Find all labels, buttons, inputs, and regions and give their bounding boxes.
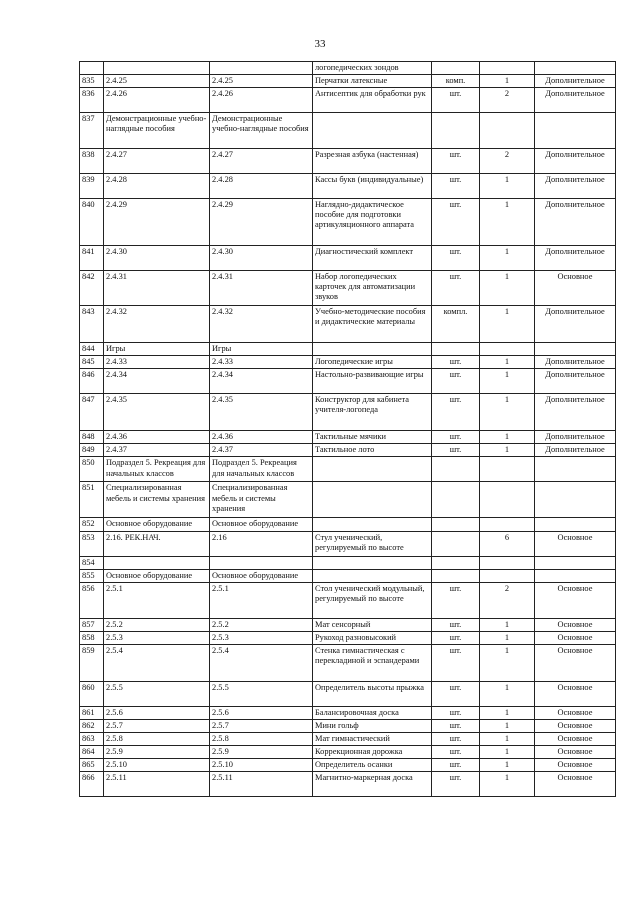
- quantity-cell: 2: [480, 88, 535, 113]
- item-name-cell: Учебно-методические пособия и дидактические материалы: [313, 306, 432, 343]
- equipment-type-cell: [535, 569, 616, 582]
- section-code-cell: Подраздел 5. Рекреация для начальных классов: [104, 457, 210, 482]
- unit-of-measure-cell: шт.: [432, 618, 480, 631]
- table-row: [80, 369, 616, 394]
- item-name-cell: Кассы букв (индивидуальные): [313, 174, 432, 199]
- row-number-cell: 853: [80, 531, 104, 556]
- table-row: [80, 306, 616, 343]
- equipment-type-cell: Дополнительное: [535, 199, 616, 246]
- section-code-cell: 2.5.6: [104, 706, 210, 719]
- section-code-cell: 2.5.8: [104, 733, 210, 746]
- table-row: [80, 343, 616, 356]
- row-number-cell: 849: [80, 444, 104, 457]
- quantity-cell: [480, 556, 535, 569]
- unit-of-measure-cell: шт.: [432, 644, 480, 681]
- equipment-type-cell: Основное: [535, 271, 616, 306]
- unit-of-measure-cell: шт.: [432, 246, 480, 271]
- row-number-cell: 863: [80, 733, 104, 746]
- section-code-cell: 2.5.2: [104, 618, 210, 631]
- item-name-cell: Антисептик для обработки рук: [313, 88, 432, 113]
- unit-of-measure-cell: [432, 482, 480, 518]
- row-number-cell: 860: [80, 681, 104, 706]
- equipment-type-cell: Дополнительное: [535, 174, 616, 199]
- quantity-cell: 1: [480, 733, 535, 746]
- equipment-type-cell: Дополнительное: [535, 149, 616, 174]
- unit-of-measure-cell: шт.: [432, 431, 480, 444]
- unit-of-measure-cell: шт.: [432, 88, 480, 113]
- quantity-cell: 1: [480, 271, 535, 306]
- item-name-cell: логопедических зондов: [313, 62, 432, 75]
- standard-code-cell: 2.5.1: [210, 582, 313, 618]
- item-name-cell: Конструктор для кабинета учителя-логопеда: [313, 394, 432, 431]
- section-code-cell: Основное оборудование: [104, 518, 210, 531]
- item-name-cell: Магнитно-маркерная доска: [313, 772, 432, 797]
- item-name-cell: Тактильное лото: [313, 444, 432, 457]
- table-row: [80, 457, 616, 482]
- row-number-cell: 862: [80, 719, 104, 732]
- section-code-cell: 2.4.28: [104, 174, 210, 199]
- row-number-cell: 841: [80, 246, 104, 271]
- table-row: [80, 482, 616, 518]
- table-row: [80, 246, 616, 271]
- table-row: [80, 531, 616, 556]
- unit-of-measure-cell: шт.: [432, 174, 480, 199]
- unit-of-measure-cell: шт.: [432, 681, 480, 706]
- equipment-type-cell: Основное: [535, 631, 616, 644]
- item-name-cell: [313, 113, 432, 149]
- table-row: [80, 174, 616, 199]
- quantity-cell: 1: [480, 706, 535, 719]
- quantity-cell: 1: [480, 431, 535, 444]
- quantity-cell: 1: [480, 618, 535, 631]
- table-row: [80, 772, 616, 797]
- standard-code-cell: 2.4.28: [210, 174, 313, 199]
- section-code-cell: 2.4.37: [104, 444, 210, 457]
- standard-code-cell: Подраздел 5. Рекреация для начальных классов: [210, 457, 313, 482]
- equipment-type-cell: [535, 343, 616, 356]
- item-name-cell: Рукоход разновысокий: [313, 631, 432, 644]
- row-number-cell: 848: [80, 431, 104, 444]
- standard-code-cell: 2.4.32: [210, 306, 313, 343]
- quantity-cell: [480, 482, 535, 518]
- equipment-type-cell: [535, 457, 616, 482]
- standard-code-cell: 2.4.27: [210, 149, 313, 174]
- quantity-cell: [480, 457, 535, 482]
- equipment-type-cell: [535, 482, 616, 518]
- standard-code-cell: 2.5.3: [210, 631, 313, 644]
- item-name-cell: Стол ученический модульный, регулируемый по высоте: [313, 582, 432, 618]
- section-code-cell: 2.4.35: [104, 394, 210, 431]
- row-number-cell: 856: [80, 582, 104, 618]
- standard-code-cell: Демонстрационные учебно-наглядные пособия: [210, 113, 313, 149]
- equipment-type-cell: Дополнительное: [535, 356, 616, 369]
- table-row: [80, 569, 616, 582]
- unit-of-measure-cell: [432, 113, 480, 149]
- table-row: [80, 733, 616, 746]
- table-row: [80, 759, 616, 772]
- row-number-cell: 857: [80, 618, 104, 631]
- unit-of-measure-cell: шт.: [432, 746, 480, 759]
- item-name-cell: Разрезная азбука (настенная): [313, 149, 432, 174]
- table-row: [80, 62, 616, 75]
- item-name-cell: Логопедические игры: [313, 356, 432, 369]
- unit-of-measure-cell: шт.: [432, 759, 480, 772]
- section-code-cell: 2.5.3: [104, 631, 210, 644]
- unit-of-measure-cell: шт.: [432, 444, 480, 457]
- item-name-cell: [313, 518, 432, 531]
- row-number-cell: 851: [80, 482, 104, 518]
- unit-of-measure-cell: компл.: [432, 306, 480, 343]
- quantity-cell: 1: [480, 306, 535, 343]
- quantity-cell: 1: [480, 644, 535, 681]
- row-number-cell: 850: [80, 457, 104, 482]
- standard-code-cell: 2.5.4: [210, 644, 313, 681]
- unit-of-measure-cell: шт.: [432, 733, 480, 746]
- equipment-type-cell: Основное: [535, 733, 616, 746]
- quantity-cell: 2: [480, 582, 535, 618]
- section-code-cell: 2.4.26: [104, 88, 210, 113]
- table-row: [80, 618, 616, 631]
- quantity-cell: 1: [480, 719, 535, 732]
- standard-code-cell: 2.4.35: [210, 394, 313, 431]
- row-number-cell: 847: [80, 394, 104, 431]
- unit-of-measure-cell: шт.: [432, 394, 480, 431]
- equipment-type-cell: Основное: [535, 706, 616, 719]
- quantity-cell: 2: [480, 149, 535, 174]
- item-name-cell: Балансировочная доска: [313, 706, 432, 719]
- equipment-type-cell: [535, 113, 616, 149]
- section-code-cell: 2.5.9: [104, 746, 210, 759]
- quantity-cell: 1: [480, 246, 535, 271]
- unit-of-measure-cell: шт.: [432, 719, 480, 732]
- item-name-cell: [313, 556, 432, 569]
- equipment-table-body: [80, 62, 616, 797]
- item-name-cell: Стенка гимнастическая с перекладиной и эспандерами: [313, 644, 432, 681]
- section-code-cell: 2.5.10: [104, 759, 210, 772]
- equipment-type-cell: [535, 62, 616, 75]
- row-number-cell: 855: [80, 569, 104, 582]
- table-row: [80, 719, 616, 732]
- standard-code-cell: Специализированная мебель и системы хранения: [210, 482, 313, 518]
- row-number-cell: 859: [80, 644, 104, 681]
- row-number-cell: 844: [80, 343, 104, 356]
- standard-code-cell: 2.16: [210, 531, 313, 556]
- standard-code-cell: Основное оборудование: [210, 518, 313, 531]
- standard-code-cell: 2.4.29: [210, 199, 313, 246]
- section-code-cell: 2.4.27: [104, 149, 210, 174]
- table-row: [80, 271, 616, 306]
- section-code-cell: 2.4.34: [104, 369, 210, 394]
- unit-of-measure-cell: шт.: [432, 149, 480, 174]
- table-row: [80, 706, 616, 719]
- equipment-type-cell: Дополнительное: [535, 431, 616, 444]
- standard-code-cell: Игры: [210, 343, 313, 356]
- row-number-cell: 840: [80, 199, 104, 246]
- section-code-cell: 2.5.7: [104, 719, 210, 732]
- standard-code-cell: [210, 62, 313, 75]
- item-name-cell: Коррекционная дорожка: [313, 746, 432, 759]
- section-code-cell: [104, 62, 210, 75]
- unit-of-measure-cell: [432, 556, 480, 569]
- standard-code-cell: 2.5.6: [210, 706, 313, 719]
- row-number-cell: 846: [80, 369, 104, 394]
- quantity-cell: [480, 569, 535, 582]
- table-row: [80, 113, 616, 149]
- standard-code-cell: 2.4.33: [210, 356, 313, 369]
- standard-code-cell: 2.5.5: [210, 681, 313, 706]
- row-number-cell: 854: [80, 556, 104, 569]
- standard-code-cell: Основное оборудование: [210, 569, 313, 582]
- quantity-cell: 1: [480, 356, 535, 369]
- table-row: [80, 518, 616, 531]
- quantity-cell: 6: [480, 531, 535, 556]
- quantity-cell: 1: [480, 772, 535, 797]
- item-name-cell: [313, 569, 432, 582]
- unit-of-measure-cell: шт.: [432, 356, 480, 369]
- section-code-cell: Основное оборудование: [104, 569, 210, 582]
- table-row: [80, 631, 616, 644]
- row-number-cell: 838: [80, 149, 104, 174]
- table-row: [80, 444, 616, 457]
- standard-code-cell: 2.5.7: [210, 719, 313, 732]
- table-row: [80, 149, 616, 174]
- row-number-cell: 866: [80, 772, 104, 797]
- quantity-cell: 1: [480, 746, 535, 759]
- row-number-cell: 842: [80, 271, 104, 306]
- section-code-cell: Демонстрационные учебно-наглядные пособия: [104, 113, 210, 149]
- section-code-cell: 2.4.33: [104, 356, 210, 369]
- unit-of-measure-cell: [432, 457, 480, 482]
- quantity-cell: 1: [480, 369, 535, 394]
- standard-code-cell: 2.4.36: [210, 431, 313, 444]
- section-code-cell: 2.5.1: [104, 582, 210, 618]
- equipment-type-cell: [535, 556, 616, 569]
- unit-of-measure-cell: шт.: [432, 582, 480, 618]
- item-name-cell: Определитель высоты прыжка: [313, 681, 432, 706]
- table-row: [80, 582, 616, 618]
- page-number: 33: [314, 38, 326, 50]
- equipment-type-cell: Основное: [535, 582, 616, 618]
- standard-code-cell: 2.4.31: [210, 271, 313, 306]
- section-code-cell: 2.4.31: [104, 271, 210, 306]
- equipment-type-cell: Основное: [535, 746, 616, 759]
- equipment-type-cell: Дополнительное: [535, 369, 616, 394]
- unit-of-measure-cell: шт.: [432, 199, 480, 246]
- item-name-cell: Тактильные мячики: [313, 431, 432, 444]
- item-name-cell: Мат гимнастический: [313, 733, 432, 746]
- unit-of-measure-cell: шт.: [432, 772, 480, 797]
- standard-code-cell: 2.4.37: [210, 444, 313, 457]
- quantity-cell: 1: [480, 631, 535, 644]
- equipment-type-cell: Основное: [535, 681, 616, 706]
- quantity-cell: [480, 343, 535, 356]
- table-row: [80, 644, 616, 681]
- item-name-cell: Стул ученический, регулируемый по высоте: [313, 531, 432, 556]
- section-code-cell: 2.4.30: [104, 246, 210, 271]
- standard-code-cell: 2.5.11: [210, 772, 313, 797]
- standard-code-cell: [210, 556, 313, 569]
- section-code-cell: Игры: [104, 343, 210, 356]
- section-code-cell: 2.5.11: [104, 772, 210, 797]
- item-name-cell: [313, 343, 432, 356]
- row-number-cell: 845: [80, 356, 104, 369]
- row-number-cell: 858: [80, 631, 104, 644]
- section-code-cell: 2.5.5: [104, 681, 210, 706]
- unit-of-measure-cell: [432, 343, 480, 356]
- equipment-type-cell: Основное: [535, 772, 616, 797]
- table-row: [80, 431, 616, 444]
- table-row: [80, 681, 616, 706]
- quantity-cell: [480, 62, 535, 75]
- equipment-type-cell: Основное: [535, 719, 616, 732]
- standard-code-cell: 2.5.8: [210, 733, 313, 746]
- table-row: [80, 746, 616, 759]
- equipment-type-cell: Дополнительное: [535, 394, 616, 431]
- equipment-type-cell: Дополнительное: [535, 75, 616, 88]
- item-name-cell: [313, 457, 432, 482]
- equipment-table: [79, 61, 616, 797]
- item-name-cell: Определитель осанки: [313, 759, 432, 772]
- table-row: [80, 75, 616, 88]
- unit-of-measure-cell: [432, 569, 480, 582]
- unit-of-measure-cell: [432, 62, 480, 75]
- unit-of-measure-cell: комп.: [432, 75, 480, 88]
- row-number-cell: 861: [80, 706, 104, 719]
- table-row: [80, 394, 616, 431]
- item-name-cell: Набор логопедических карточек для автоматизации звуков: [313, 271, 432, 306]
- unit-of-measure-cell: [432, 531, 480, 556]
- section-code-cell: 2.4.36: [104, 431, 210, 444]
- row-number-cell: 865: [80, 759, 104, 772]
- quantity-cell: 1: [480, 444, 535, 457]
- quantity-cell: 1: [480, 681, 535, 706]
- equipment-type-cell: Основное: [535, 618, 616, 631]
- table-row: [80, 88, 616, 113]
- item-name-cell: [313, 482, 432, 518]
- row-number-cell: 835: [80, 75, 104, 88]
- item-name-cell: Наглядно-дидактическое пособие для подготовки артикуляционного аппарата: [313, 199, 432, 246]
- standard-code-cell: 2.5.9: [210, 746, 313, 759]
- standard-code-cell: 2.4.25: [210, 75, 313, 88]
- equipment-type-cell: Дополнительное: [535, 246, 616, 271]
- row-number-cell: 852: [80, 518, 104, 531]
- row-number-cell: 836: [80, 88, 104, 113]
- row-number-cell: 837: [80, 113, 104, 149]
- equipment-type-cell: Основное: [535, 644, 616, 681]
- section-code-cell: 2.4.32: [104, 306, 210, 343]
- item-name-cell: Мини гольф: [313, 719, 432, 732]
- section-code-cell: 2.4.25: [104, 75, 210, 88]
- section-code-cell: 2.5.4: [104, 644, 210, 681]
- equipment-type-cell: Дополнительное: [535, 306, 616, 343]
- section-code-cell: 2.16. РЕК.НАЧ.: [104, 531, 210, 556]
- section-code-cell: [104, 556, 210, 569]
- unit-of-measure-cell: [432, 518, 480, 531]
- row-number-cell: 864: [80, 746, 104, 759]
- quantity-cell: [480, 518, 535, 531]
- unit-of-measure-cell: шт.: [432, 271, 480, 306]
- standard-code-cell: 2.4.26: [210, 88, 313, 113]
- quantity-cell: 1: [480, 199, 535, 246]
- standard-code-cell: 2.5.10: [210, 759, 313, 772]
- section-code-cell: Специализированная мебель и системы хранения: [104, 482, 210, 518]
- unit-of-measure-cell: шт.: [432, 631, 480, 644]
- quantity-cell: 1: [480, 394, 535, 431]
- table-row: [80, 199, 616, 246]
- unit-of-measure-cell: шт.: [432, 706, 480, 719]
- table-row: [80, 556, 616, 569]
- equipment-type-cell: [535, 518, 616, 531]
- item-name-cell: Перчатки латексные: [313, 75, 432, 88]
- quantity-cell: 1: [480, 174, 535, 199]
- table-row: [80, 356, 616, 369]
- equipment-type-cell: Дополнительное: [535, 444, 616, 457]
- item-name-cell: Мат сенсорный: [313, 618, 432, 631]
- item-name-cell: Настольно-развивающие игры: [313, 369, 432, 394]
- row-number-cell: 839: [80, 174, 104, 199]
- standard-code-cell: 2.5.2: [210, 618, 313, 631]
- equipment-type-cell: Основное: [535, 759, 616, 772]
- equipment-type-cell: Дополнительное: [535, 88, 616, 113]
- quantity-cell: 1: [480, 759, 535, 772]
- row-number-cell: [80, 62, 104, 75]
- quantity-cell: 1: [480, 75, 535, 88]
- quantity-cell: [480, 113, 535, 149]
- row-number-cell: 843: [80, 306, 104, 343]
- standard-code-cell: 2.4.34: [210, 369, 313, 394]
- standard-code-cell: 2.4.30: [210, 246, 313, 271]
- section-code-cell: 2.4.29: [104, 199, 210, 246]
- equipment-type-cell: Основное: [535, 531, 616, 556]
- unit-of-measure-cell: шт.: [432, 369, 480, 394]
- item-name-cell: Диагностический комплект: [313, 246, 432, 271]
